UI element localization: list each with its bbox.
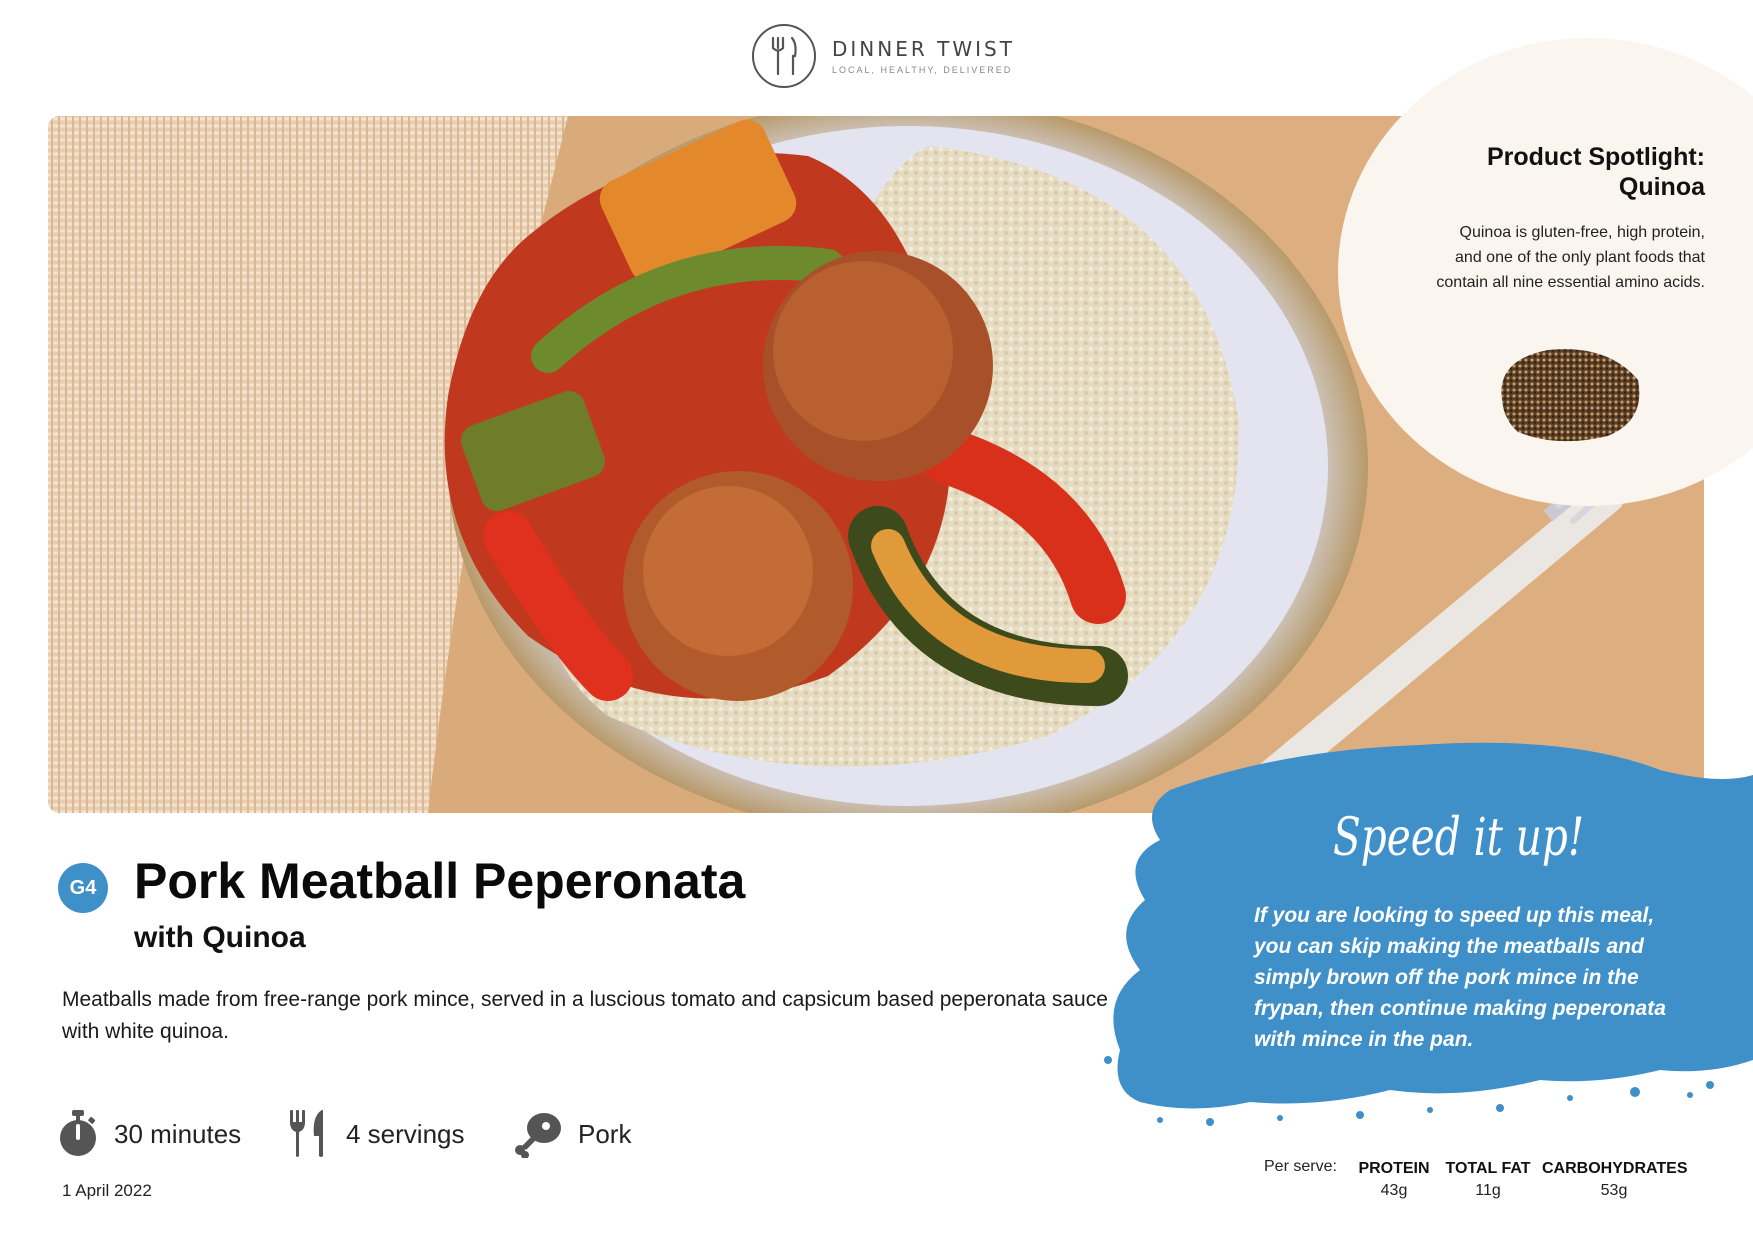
spotlight-body: Quinoa is gluten-free, high protein, and one of the only plant foods that contain all nine essential amino acids. (1436, 224, 1705, 291)
recipe-description: Meatballs made from free-range pork mince, served in a luscious tomato and capsicum based peperonata sauce with white quinoa. (62, 988, 1108, 1043)
per-serve-label: Per serve: (1264, 1158, 1337, 1175)
recipe-date: 1 April 2022 (62, 1181, 152, 1200)
speed-it-up-title: Speed it up! (1333, 808, 1585, 868)
protein-info (514, 1110, 631, 1158)
servings-label: 4 servings (346, 1118, 465, 1149)
spotlight-title: Product Spotlight: Quinoa (1486, 143, 1705, 201)
time-info (58, 1110, 241, 1158)
servings-info (288, 1110, 465, 1158)
meat-leg-icon (514, 1110, 562, 1158)
protein-label: Pork (578, 1118, 632, 1149)
time-label: 30 minutes (114, 1118, 242, 1149)
brand-logo (752, 24, 1015, 88)
recipe-title: Pork Meatball Peperonata (134, 853, 746, 909)
recipe-subtitle: with Quinoa (134, 921, 306, 954)
cutlery-icon (288, 1110, 330, 1158)
speed-it-up-body: If you are looking to speed up this meal, you can skip making the meatballs and simply brown off the pork mince in the frypan, then continue making peperonata with mince in the pan. (1254, 904, 1666, 1051)
nutrition-fat: TOTAL FAT 11g (1445, 1160, 1531, 1199)
brand-name: DINNER TWIST (832, 37, 1015, 61)
brand-tagline: LOCAL, HEALTHY, DELIVERED (832, 65, 1013, 75)
recipe-code-badge: G4 (58, 863, 108, 913)
stopwatch-icon (58, 1110, 98, 1158)
nutrition-protein: PROTEIN 43g (1358, 1160, 1430, 1199)
quinoa-image (1488, 340, 1648, 450)
nutrition-carbs: CARBOHYDRATES 53g (1542, 1160, 1688, 1199)
fork-knife-icon (752, 24, 816, 88)
